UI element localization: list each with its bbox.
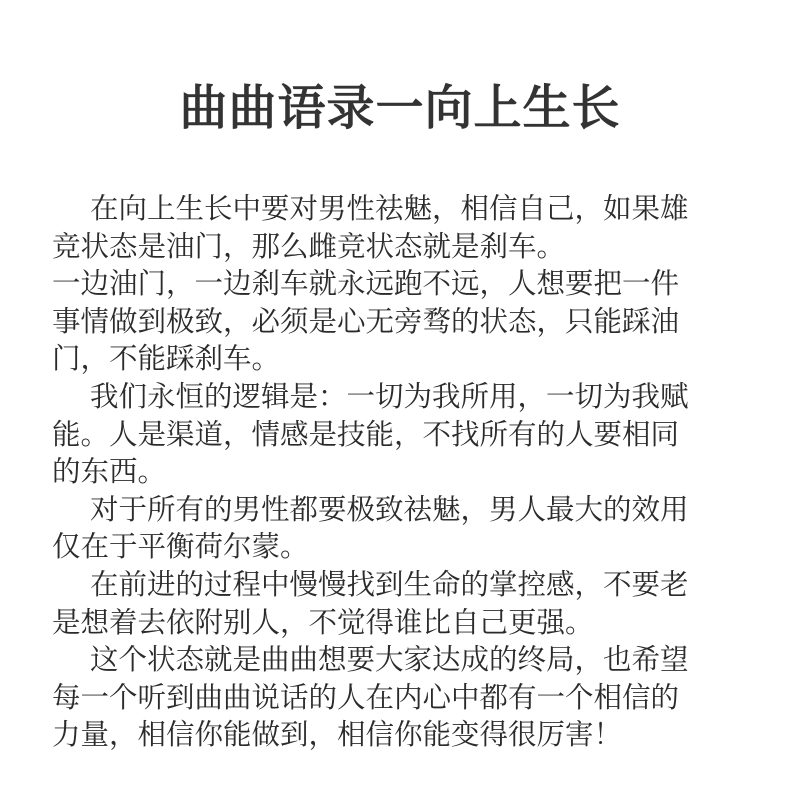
body-text <box>52 190 752 754</box>
text-line: 每一个听到曲曲说话的人在内心中都有一个相信的 <box>52 680 680 714</box>
text-line: 这个状态就是曲曲想要大家达成的终局，也希望 <box>90 643 689 677</box>
text-line: 一边油门，一边刹车就永远跑不远，人想要把一件 <box>52 267 680 301</box>
text-line: 的东西。 <box>52 455 167 489</box>
text-line: 在前进的过程中慢慢找到生命的掌控感，不要老 <box>90 567 689 601</box>
text-line: 仅在于平衡荷尔蒙。 <box>52 530 309 564</box>
page-title: 曲曲语录一向上生长 <box>179 80 621 136</box>
text-line: 是想着去依附别人，不觉得谁比自己更强。 <box>52 605 594 639</box>
text-line: 力量，相信你能做到，相信你能变得很厉害！ <box>52 718 623 752</box>
text-line: 事情做到极致，必须是心无旁骛的状态，只能踩油 <box>52 304 680 338</box>
text-line: 对于所有的男性都要极致祛魅，男人最大的效用 <box>90 492 689 526</box>
text-line: 门，不能踩刹车。 <box>52 342 281 376</box>
text-line: 竞状态是油门，那么雌竞状态就是刹车。 <box>52 229 566 263</box>
text-line: 我们永恒的逻辑是：一切为我所用，一切为我赋 <box>90 379 689 413</box>
text-line: 能。人是渠道，情感是技能，不找所有的人要相同 <box>52 417 680 451</box>
text-line: 在向上生长中要对男性祛魅，相信自己，如果雄 <box>90 192 689 225</box>
